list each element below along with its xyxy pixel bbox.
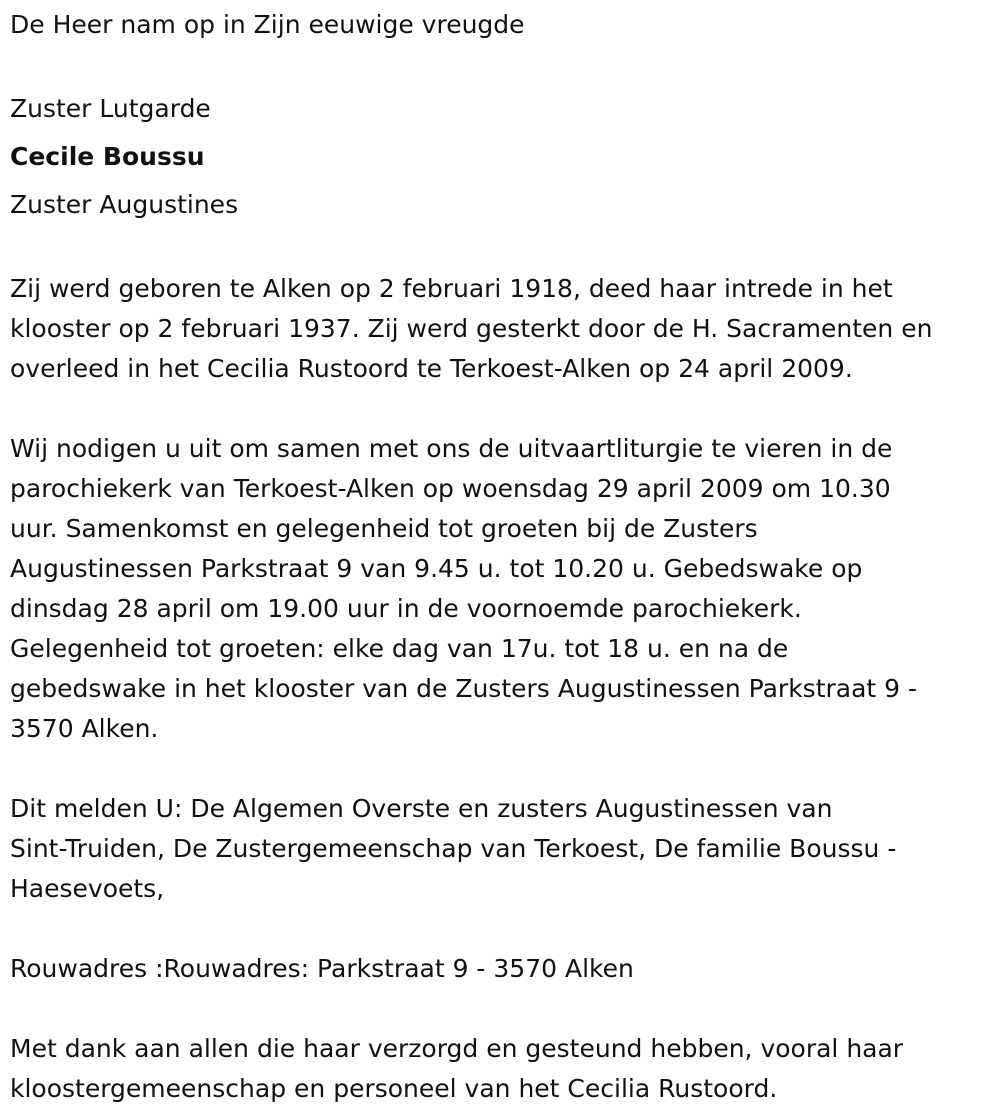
religious-name: Zuster Lutgarde bbox=[10, 94, 211, 123]
full-name: Cecile Boussu bbox=[10, 142, 205, 171]
mourning-address-line: Rouwadres :Rouwadres: Parkstraat 9 - 3570 Alken bbox=[10, 954, 634, 983]
thanks-paragraph bbox=[10, 1029, 995, 1109]
service-line-2: parochiekerk van Terkoest-Alken op woensdag 29 april 2009 om 10.30 bbox=[10, 474, 891, 503]
spacer bbox=[10, 989, 995, 1029]
service-line-6: Gelegenheid tot groeten: elke dag van 17u. tot 18 u. en na de bbox=[10, 634, 789, 663]
service-line-3: uur. Samenkomst en gelegenheid tot groeten bij de Zusters bbox=[10, 514, 758, 543]
thanks-line-2: kloostergemeenschap en personeel van het Cecilia Rustoord. bbox=[10, 1074, 778, 1103]
spacer bbox=[10, 749, 995, 789]
birth-line-2: klooster op 2 februari 1937. Zij werd gesterkt door de H. Sacramenten en bbox=[10, 314, 933, 343]
service-line-8: 3570 Alken. bbox=[10, 714, 159, 743]
order-name: Zuster Augustines bbox=[10, 190, 239, 219]
spacer bbox=[10, 45, 995, 85]
intro-line: De Heer nam op in Zijn eeuwige vreugde bbox=[10, 10, 525, 39]
announcers-line-1: Dit melden U: De Algemen Overste en zusters Augustinessen van bbox=[10, 794, 833, 823]
spacer bbox=[10, 389, 995, 429]
mourning-address bbox=[10, 949, 995, 989]
announcers-line-2: Sint-Truiden, De Zustergemeenschap van Terkoest, De familie Boussu - bbox=[10, 834, 897, 863]
service-line-1: Wij nodigen u uit om samen met ons de uitvaartliturgie te vieren in de bbox=[10, 434, 893, 463]
announcers-line-3: Haesevoets, bbox=[10, 874, 165, 903]
spacer bbox=[10, 229, 995, 269]
birth-paragraph bbox=[10, 269, 995, 389]
obituary-notice bbox=[10, 0, 995, 1109]
service-line-7: gebedswake in het klooster van de Zusters Augustinessen Parkstraat 9 - bbox=[10, 674, 918, 703]
thanks-line-1: Met dank aan allen die haar verzorgd en gesteund hebben, vooral haar bbox=[10, 1034, 904, 1063]
service-paragraph bbox=[10, 429, 995, 749]
birth-line-1: Zij werd geboren te Alken op 2 februari 1918, deed haar intrede in het bbox=[10, 274, 893, 303]
service-line-4: Augustinessen Parkstraat 9 van 9.45 u. tot 10.20 u. Gebedswake op bbox=[10, 554, 863, 583]
announcers-paragraph bbox=[10, 789, 995, 909]
birth-line-3: overleed in het Cecilia Rustoord te Terkoest-Alken op 24 april 2009. bbox=[10, 354, 853, 383]
spacer bbox=[10, 909, 995, 949]
service-line-5: dinsdag 28 april om 19.00 uur in de voornoemde parochiekerk. bbox=[10, 594, 802, 623]
